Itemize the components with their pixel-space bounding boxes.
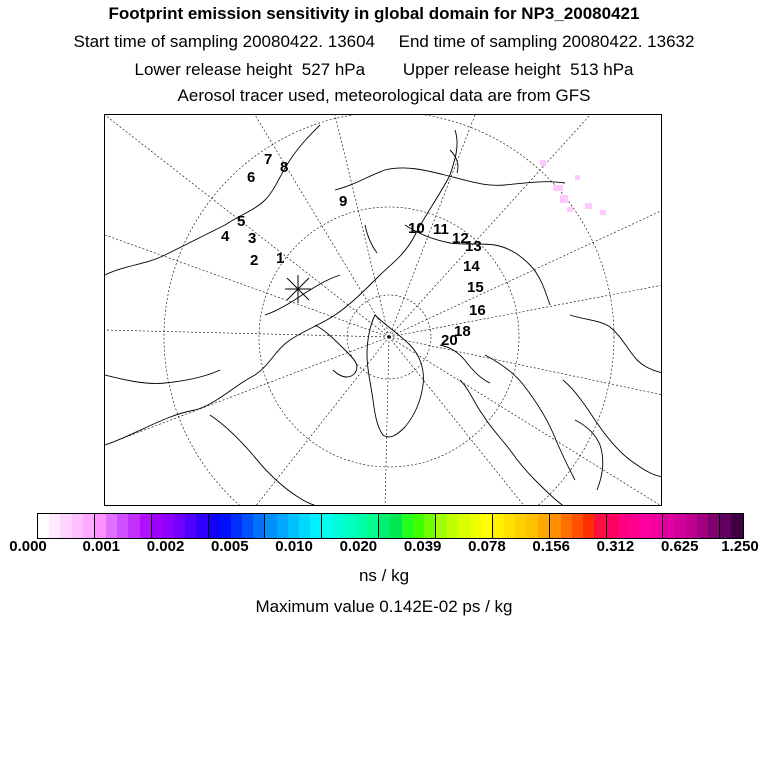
colorbar-cell (185, 514, 196, 538)
colorbar-cell (697, 514, 708, 538)
colorbar-cell (196, 514, 207, 538)
colorbar-cell (731, 514, 742, 538)
colorbar-cell (447, 514, 458, 538)
meridian-line (389, 115, 475, 337)
coastlines (105, 125, 662, 506)
colorbar-cell (618, 514, 629, 538)
track-label-1: 1 (276, 250, 285, 267)
colorbar-tick-label: 0.010 (275, 538, 313, 555)
graticule (105, 115, 662, 506)
colorbar-cell (140, 514, 151, 538)
colorbar-cell (94, 514, 106, 538)
colorbar-cell (106, 514, 117, 538)
colorbar-cell (60, 514, 71, 538)
colorbar-tick-label: 0.078 (468, 538, 506, 555)
colorbar-tick-label: 0.005 (211, 538, 249, 555)
colorbar-cell (128, 514, 139, 538)
maximum-value-text: Maximum value 0.142E-02 ps / kg (255, 597, 513, 616)
colorbar-cell (606, 514, 618, 538)
meridian-line (105, 115, 389, 337)
colorbar-tick-label: 0.001 (82, 538, 121, 555)
colorbar-cell (321, 514, 333, 538)
colorbar-tick-label: 0.020 (339, 538, 378, 555)
colorbar-cell (117, 514, 128, 538)
colorbar-cell (583, 514, 594, 538)
colorbar-cell (402, 514, 413, 538)
colorbar-cell (345, 514, 356, 538)
colorbar-cell (458, 514, 469, 538)
colorbar-cell (72, 514, 83, 538)
meridian-line (335, 115, 389, 337)
colorbar (37, 513, 744, 539)
polar-map (104, 114, 662, 506)
colorbar-cell (299, 514, 310, 538)
colorbar-cell (629, 514, 640, 538)
latitude-circle-40 (164, 115, 614, 506)
colorbar-cell (356, 514, 367, 538)
meridian-line (389, 337, 662, 506)
colorbar-cell (151, 514, 163, 538)
colorbar-cell (310, 514, 321, 538)
track-label-15: 15 (467, 279, 484, 296)
colorbar-cell (174, 514, 185, 538)
meridian-line (389, 210, 662, 337)
colorbar-cell (367, 514, 378, 538)
colorbar-cell (526, 514, 537, 538)
colorbar-cell (538, 514, 549, 538)
colorbar-tick-label: 1.250 (721, 538, 759, 555)
track-labels (221, 151, 486, 349)
track-label-8: 8 (280, 159, 289, 176)
colorbar-cell (378, 514, 390, 538)
tracer-info-line: Aerosol tracer used, meteorological data are from GFS (177, 86, 591, 105)
colorbar-cell (662, 514, 674, 538)
colorbar-cell (708, 514, 719, 538)
track-label-20: 20 (441, 332, 458, 349)
release-point (285, 275, 311, 303)
track-label-11: 11 (433, 221, 449, 238)
colorbar-cell (424, 514, 435, 538)
colorbar-cell (277, 514, 288, 538)
colorbar-tick-label: 0.312 (596, 538, 635, 555)
colorbar-tick-label: 0.002 (146, 538, 185, 555)
colorbar-cell (561, 514, 572, 538)
track-label-18: 18 (454, 323, 471, 340)
meridian-line (389, 285, 662, 337)
colorbar-cell (719, 514, 731, 538)
colorbar-cell (504, 514, 515, 538)
track-label-10: 10 (408, 220, 425, 237)
colorbar-cell (49, 514, 60, 538)
release-height-line: Lower release height 527 hPa Upper release height 513 hPa (134, 60, 634, 79)
colorbar-cell (83, 514, 94, 538)
colorbar-cell (253, 514, 264, 538)
colorbar-cell (390, 514, 401, 538)
colorbar-cell (413, 514, 424, 538)
track-label-5: 5 (237, 213, 246, 230)
colorbar-cell (492, 514, 504, 538)
meridian-line (389, 337, 662, 395)
colorbar-cell (470, 514, 481, 538)
track-label-4: 4 (221, 228, 230, 245)
track-label-13: 13 (465, 238, 482, 255)
track-label-3: 3 (248, 230, 257, 247)
colorbar-tick-label: 0.156 (532, 538, 570, 555)
sampling-time-line: Start time of sampling 20080422. 13604 End time of sampling 20080422. 13632 (73, 32, 695, 51)
colorbar-cell (242, 514, 253, 538)
track-label-6: 6 (247, 169, 256, 186)
colorbar-cell (264, 514, 276, 538)
colorbar-cell (651, 514, 662, 538)
track-label-2: 2 (250, 252, 259, 269)
colorbar-cell (288, 514, 299, 538)
colorbar-cell (38, 514, 49, 538)
map-svg (105, 115, 662, 506)
colorbar-tick-label: 0.625 (660, 538, 699, 555)
colorbar-ticks (0, 538, 768, 558)
track-label-9: 9 (339, 193, 348, 210)
emission-patches (540, 160, 606, 215)
colorbar-cell (640, 514, 651, 538)
colorbar-cell (333, 514, 344, 538)
meridian-line (385, 337, 389, 506)
colorbar-cell (220, 514, 231, 538)
colorbar-cell (675, 514, 686, 538)
meridian-line (105, 330, 389, 337)
colorbar-cell (481, 514, 492, 538)
colorbar-cell (572, 514, 583, 538)
meridian-line (255, 337, 389, 506)
colorbar-tick-label: 0.039 (403, 538, 442, 555)
colorbar-cell (686, 514, 697, 538)
colorbar-cell (435, 514, 447, 538)
colorbar-cell (208, 514, 220, 538)
colorbar-cell (549, 514, 561, 538)
track-label-16: 16 (469, 302, 486, 319)
figure-title: Footprint emission sensitivity in global domain for NP3_20080421 (108, 4, 640, 23)
colorbar-tick-label: 0.000 (9, 538, 47, 555)
track-label-7: 7 (264, 151, 273, 168)
meridian-line (255, 115, 389, 337)
track-label-14: 14 (463, 258, 480, 275)
track-label-12: 12 (452, 230, 469, 247)
colorbar-cell (163, 514, 174, 538)
colorbar-cell (594, 514, 605, 538)
meridian-line (105, 235, 389, 337)
colorbar-cell (515, 514, 526, 538)
colorbar-cell (231, 514, 242, 538)
colorbar-unit: ns / kg (358, 566, 410, 585)
